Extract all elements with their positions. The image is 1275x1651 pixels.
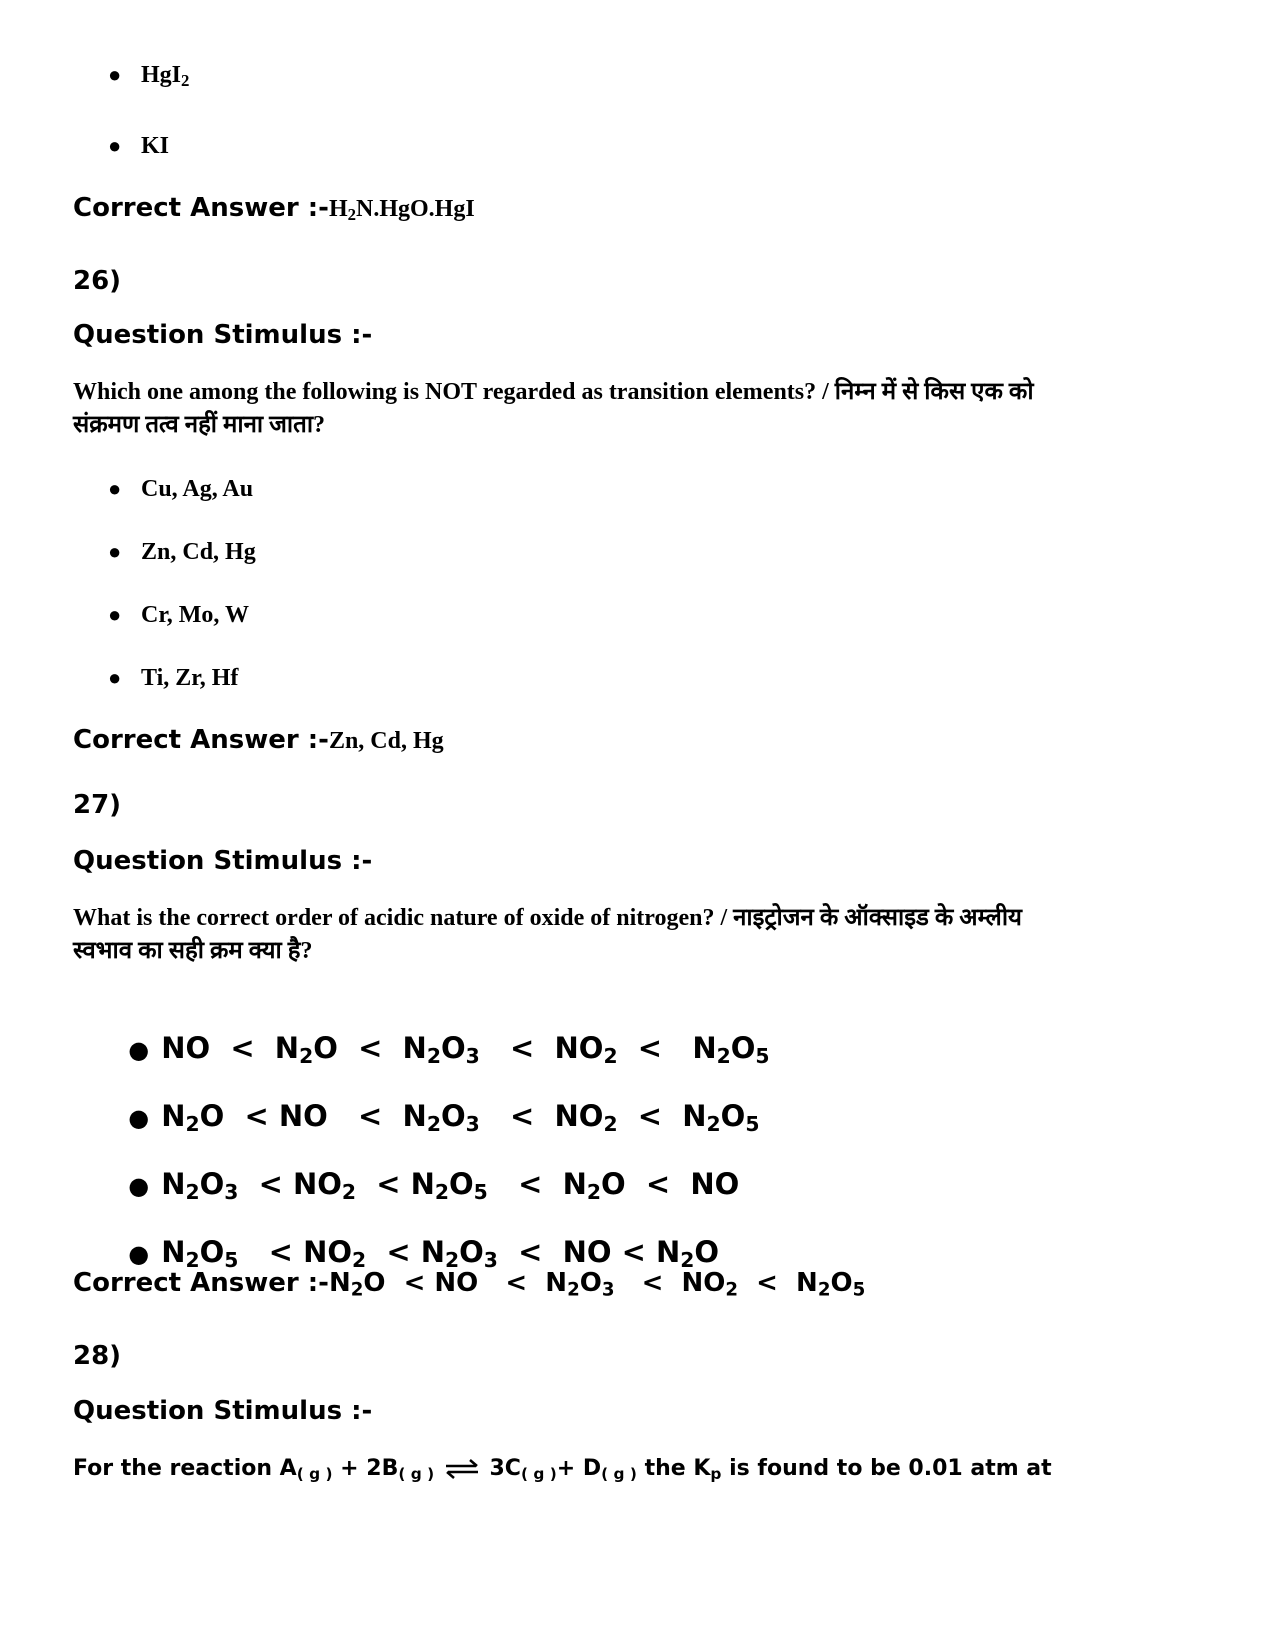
option-26-c: ● Cr, Mo, W [108, 602, 249, 628]
question-number-27: 27) [73, 790, 122, 820]
option-27-d: ● $N_2O_5 < NO_2 < N_2O_3$ < NO < $N_2O$ [128, 1235, 720, 1273]
option-ki: ● KI [108, 133, 170, 159]
question-stimulus-27: What is the correct order of acidic nature of oxide of nitrogen? / नाइट्रोजन के ऑक्साइड के अम्लीय स्वभाव का सही क्रम क्या है? [73, 905, 1022, 964]
question-stimulus-26: Which one among the following is NOT regarded as transition elements? / निम्न में से किस एक को संक्रमण तत्व नहीं माना जाता? [73, 379, 1034, 438]
option-26-a: ● Cu, Ag, Au [108, 476, 254, 502]
option-27-c: ● $N_2O_3 < NO_2 < N_2O_5 < N_2O$ < NO [128, 1167, 740, 1205]
option-27-a: ● NO < $N_2O < N_2O_3 < NO_2 < N_2O_5$ [128, 1031, 770, 1069]
bullet-icon: ● [128, 1172, 150, 1200]
option-26-b: ● Zn, Cd, Hg [108, 539, 256, 565]
question-stimulus-label-27: Question Stimulus :- [73, 846, 373, 876]
bullet-icon: ● [128, 1240, 150, 1268]
bullet-icon: ● [108, 476, 122, 501]
question-number-28: 28) [73, 1341, 122, 1371]
equilibrium-arrow-icon [442, 1457, 482, 1481]
bullet-icon: ● [108, 539, 122, 564]
option-hgi2: ● HgI$_2$ [108, 62, 190, 91]
bullet-icon: ● [108, 133, 122, 158]
question-stimulus-label-28: Question Stimulus :- [73, 1396, 373, 1426]
question-stimulus-label-26: Question Stimulus :- [73, 320, 373, 350]
question-stimulus-28: For the reaction $A_{( g )} + 2B_{( g )}$ $3C_{( g )}+ D_{( g )}$ the $K_p$ is found to be 0.01 atm at [73, 1456, 1052, 1483]
option-27-b: ● $N_2O$ < NO < $N_2O_3 < NO_2 < N_2O_5$ [128, 1099, 760, 1137]
correct-answer-26: Correct Answer :-Zn, Cd, Hg [73, 725, 444, 755]
bullet-icon: ● [128, 1036, 150, 1064]
bullet-icon: ● [108, 665, 122, 690]
bullet-icon: ● [108, 602, 122, 627]
bullet-icon: ● [108, 62, 122, 87]
bullet-icon: ● [128, 1104, 150, 1132]
option-26-d: ● Ti, Zr, Hf [108, 665, 239, 691]
correct-answer-27: Correct Answer $:-N_2O$ < NO < $N_2O_3 < NO_2 < N_2O_5$ [73, 1268, 866, 1301]
question-number-26: 26) [73, 266, 122, 296]
correct-answer-25: Correct Answer $:-H_2N.HgO.HgI$ [73, 193, 475, 225]
